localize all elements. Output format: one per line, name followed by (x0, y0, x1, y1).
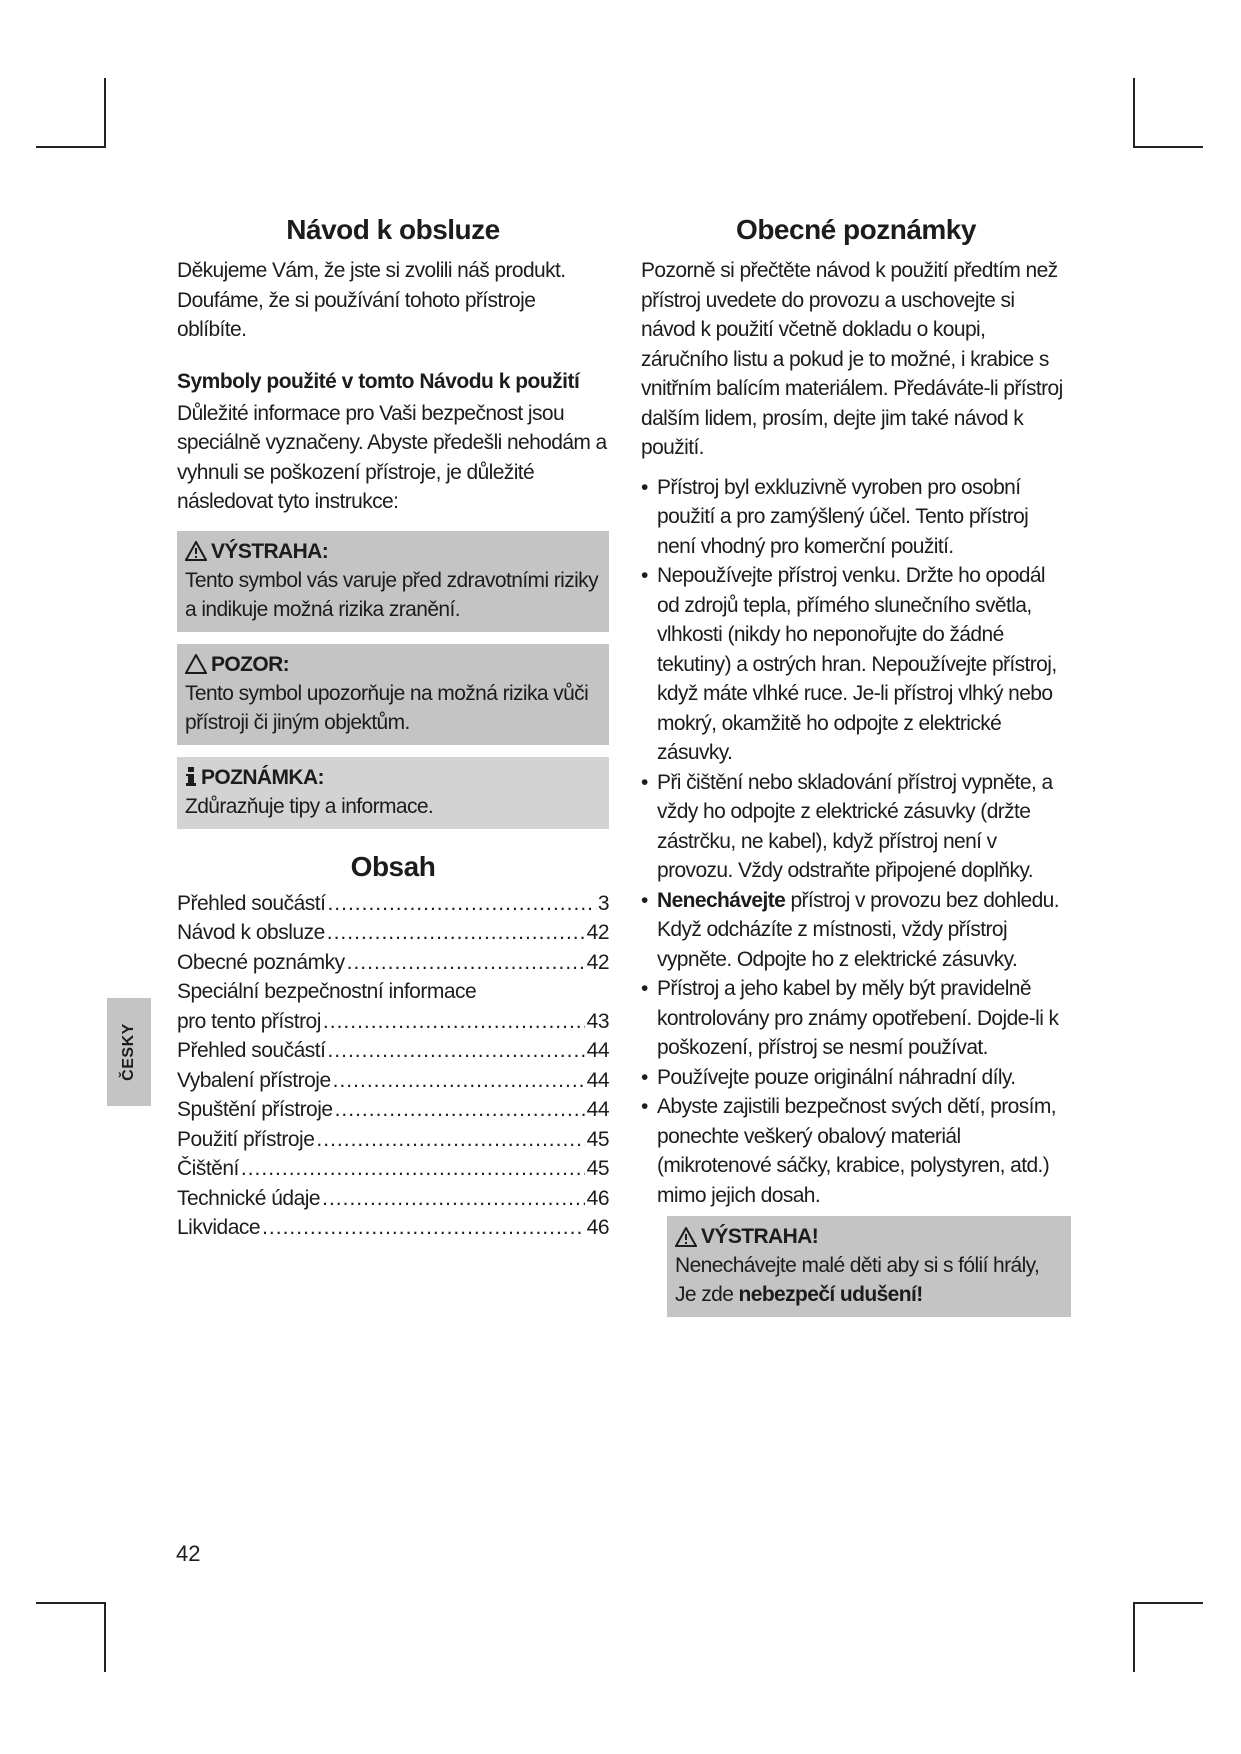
toc-row[interactable]: Technické údaje ..... 46 (177, 1184, 609, 1214)
toc-row[interactable]: Přehled součástí ..... 3 (177, 889, 609, 919)
note-title-text: POZNÁMKA: (201, 765, 324, 789)
note-text: Zdůrazňuje tipy a informace. (185, 794, 434, 818)
caution-title-text: POZOR: (211, 652, 290, 676)
warning-title-text: VÝSTRAHA: (211, 539, 329, 563)
toc-row[interactable]: Použití přístroje ..... 45 (177, 1125, 609, 1155)
list-item: • Přístroj byl exkluzivně vyroben pro osobní použití a pro zamýšlený účel. Tento přístroj není vhodný pro komerční použití. (641, 473, 1071, 562)
safety-list (641, 473, 1071, 1211)
list-item: • Abyste zajistili bezpečnost svých dětí, prosím, ponechte veškerý obalový materiál (mikrotenové sáčky, krabice, polystyren, atd.) mimo jejich dosah. (641, 1092, 1071, 1210)
toc-row[interactable]: Přehled součástí ..... 44 (177, 1036, 609, 1066)
caution-title (185, 650, 601, 679)
crop-mark (1133, 146, 1203, 148)
suffocation-warning-box (667, 1216, 1071, 1317)
warning-triangle-icon (675, 1227, 697, 1247)
warning-text: Nenechávejte malé děti aby si s fólií hrály, Je zde nebezpečí udušení! (675, 1254, 1040, 1306)
toc-row[interactable]: Čištění ..... 45 (177, 1154, 609, 1184)
general-intro: Pozorně si přečtěte návod k použití předtím než přístroj uvedete do provozu a uschovejte si návod k použití včetně dokladu o koupi, záručního listu a pokud je to možné, i krabice s vnitřním balícím materiálem. Předáváte-li přístroj dalším lidem, prosím, dejte jim také návod k použití. (641, 259, 1063, 459)
right-column (641, 214, 1071, 1317)
caution-text: Tento symbol upozorňuje na možná rizika vůči přístroji či jiným objektům. (185, 681, 589, 734)
crop-mark (36, 1602, 106, 1604)
note-title (185, 763, 601, 792)
list-item: • Při čištění nebo skladování přístroj vypněte, a vždy ho odpojte z elektrické zásuvky (držte zástrčku, ne kabel), když přístroj není v provozu. Vždy odstraňte připojené doplňky. (641, 768, 1071, 886)
section-title: Obecné poznámky (736, 214, 976, 245)
toc-row[interactable]: Obecné poznámky ..... 42 (177, 948, 609, 978)
caution-triangle-icon (185, 654, 207, 674)
crop-mark (1133, 1602, 1203, 1604)
crop-mark (1133, 78, 1135, 148)
note-box (177, 757, 609, 829)
warning-triangle-icon (185, 541, 207, 561)
toc-row[interactable]: pro tento přístroj ..... 43 (177, 1007, 609, 1037)
warning-title (675, 1222, 1063, 1251)
toc-row[interactable]: Vybalení přístroje ..... 44 (177, 1066, 609, 1096)
toc-title: Obsah (350, 850, 436, 882)
list-item: • Používejte pouze originální náhradní díly. (641, 1063, 1071, 1093)
toc-row[interactable]: Návod k obsluze ..... 42 (177, 918, 609, 948)
list-item: • Nenechávejte přístroj v provozu bez dohledu. Když odcházíte z místnosti, vždy přístroj vypněte. Odpojte ho z elektrické zásuvky. (641, 886, 1071, 975)
toc-row[interactable]: Speciální bezpečnostní informace (177, 980, 477, 1003)
symbols-heading: Symboly použité v tomto Návodu k použití (177, 369, 580, 393)
crop-mark (36, 146, 106, 148)
list-item: • Nepoužívejte přístroj venku. Držte ho opodál od zdrojů tepla, přímého slunečního světla, vlhkosti (nikdy ho neponořujte do žádné tekutiny) a ostrých hran. Nepoužívejte přístroj, když máte vlhké ruce. Je-li přístroj vlhký nebo mokrý, okamžitě ho odpojte z elektrické zásuvky. (641, 561, 1071, 768)
info-icon (185, 767, 197, 787)
toc-row[interactable]: Likvidace ..... 46 (177, 1213, 609, 1243)
table-of-contents (177, 889, 609, 1243)
page-number: 42 (176, 1541, 201, 1566)
crop-mark (104, 78, 106, 148)
left-column (177, 214, 609, 1243)
warning-box (177, 531, 609, 632)
page-title: Návod k obsluze (286, 214, 500, 245)
warning-title (185, 537, 601, 566)
language-tab: ČESKY (107, 998, 151, 1106)
warning-title-text: VÝSTRAHA! (701, 1225, 819, 1248)
crop-mark (104, 1602, 106, 1672)
toc-row[interactable]: Spuštění přístroje ..... 44 (177, 1095, 609, 1125)
caution-box (177, 644, 609, 745)
list-item: • Přístroj a jeho kabel by měly být pravidelně kontrolovány pro známy opotřebení. Dojde-li k poškození, přístroj se nesmí používat. (641, 974, 1071, 1063)
symbols-text: Důležité informace pro Vaši bezpečnost jsou speciálně vyznačeny. Abyste předešli nehodám a vyhnuli se poškození přístroje, je důležité následovat tyto instrukce: (177, 401, 607, 513)
warning-text: Tento symbol vás varuje před zdravotními riziky a indikuje možná rizika zranění. (185, 568, 598, 621)
intro-text: Děkujeme Vám, že jste si zvolili náš produkt. Doufáme, že si používání tohoto přístroje oblíbíte. (177, 259, 566, 341)
crop-mark (1133, 1602, 1135, 1672)
